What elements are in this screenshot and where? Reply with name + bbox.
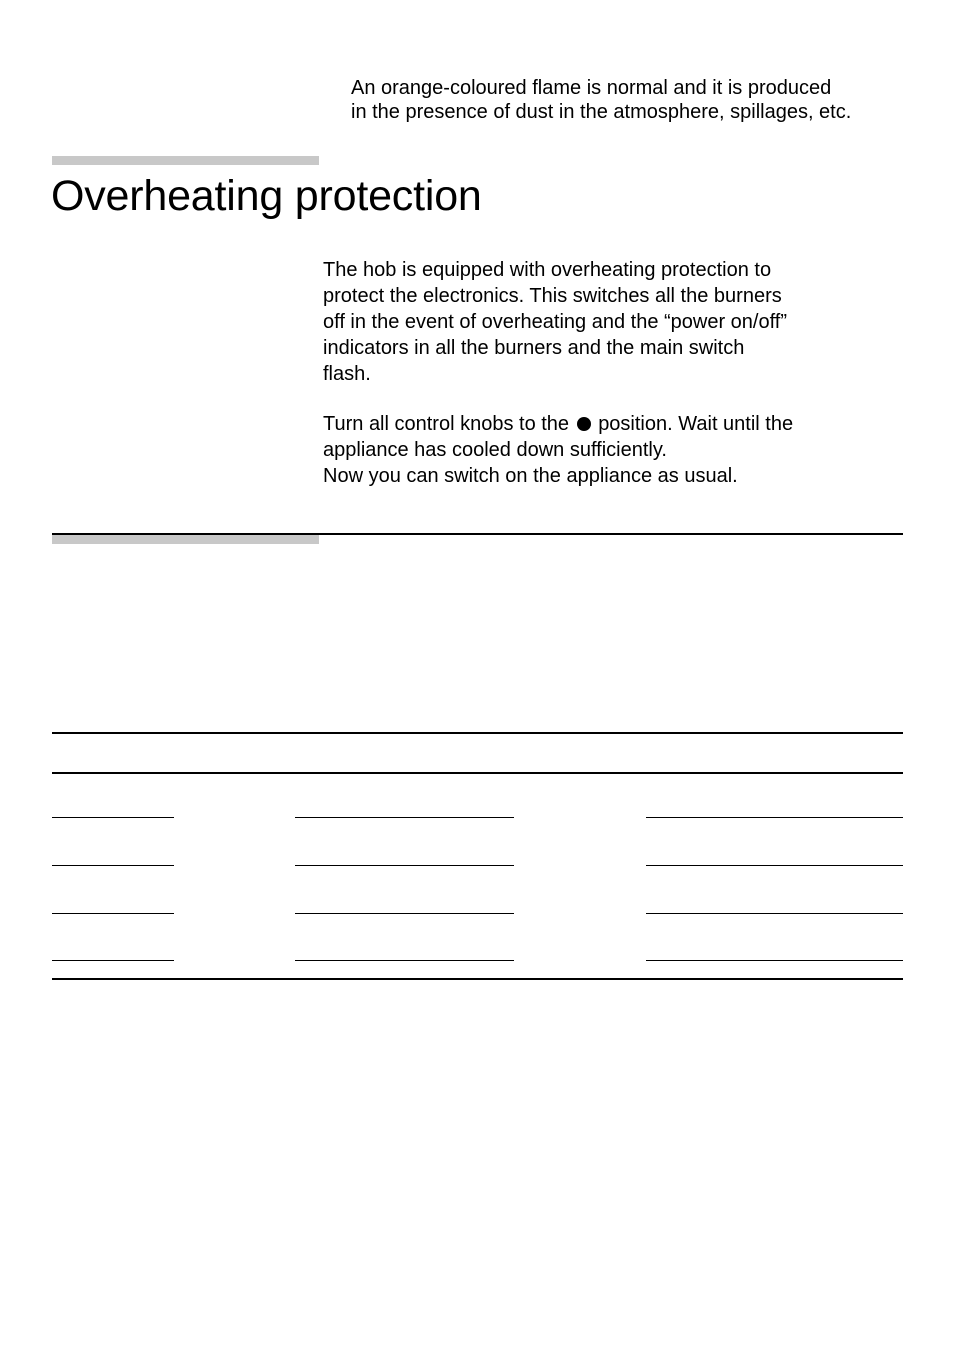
blank-line-col-1 <box>52 960 174 961</box>
dot-icon <box>577 417 591 431</box>
blank-line-col-1 <box>52 817 174 818</box>
intro-note <box>351 77 941 124</box>
intro-note-line-2: in the presence of dust in the atmosphere, spillages, etc. <box>351 100 852 123</box>
paragraph-line: The hob is equipped with overheating protection to <box>323 259 772 281</box>
intro-note-line-1: An orange-coloured flame is normal and it is produced <box>351 77 832 99</box>
paragraph-line: indicators in all the burners and the main switch <box>323 337 745 359</box>
instruction-text-after: position. Wait until the <box>598 413 794 435</box>
paragraph-line: appliance has cooled down sufficiently. <box>323 439 667 461</box>
blank-line-col-1 <box>52 913 174 914</box>
blank-line-col-2 <box>295 913 514 914</box>
table-top-rule <box>52 732 903 734</box>
section-title: Overheating protection <box>51 172 482 220</box>
blank-line-col-2 <box>295 817 514 818</box>
blank-line-col-2 <box>295 865 514 866</box>
blank-line-col-3 <box>646 817 903 818</box>
section-divider-bar <box>52 535 319 544</box>
blank-line-col-3 <box>646 913 903 914</box>
paragraph-line: Now you can switch on the appliance as usual. <box>323 465 738 487</box>
paragraph-line <box>323 411 883 437</box>
section-divider-bar <box>52 156 319 165</box>
blank-line-col-3 <box>646 960 903 961</box>
blank-line-col-3 <box>646 865 903 866</box>
paragraph-line: protect the electronics. This switches all the burners <box>323 285 782 307</box>
paragraph-line: flash. <box>323 363 371 385</box>
instruction-text-before: Turn all control knobs to the <box>323 413 570 435</box>
blank-line-col-1 <box>52 865 174 866</box>
paragraph-overheating-description <box>323 257 883 387</box>
table-header-rule <box>52 772 903 774</box>
blank-line-col-2 <box>295 960 514 961</box>
paragraph-instructions <box>323 411 883 489</box>
table-bottom-rule <box>52 978 903 980</box>
paragraph-line: off in the event of overheating and the “power on/off” <box>323 311 788 333</box>
